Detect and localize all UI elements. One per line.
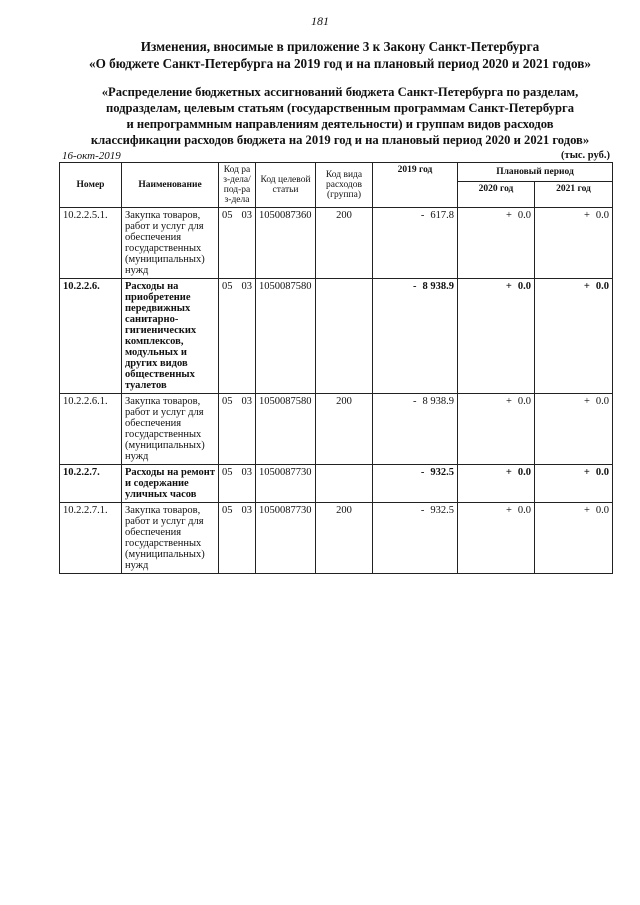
sign-2019: -: [420, 505, 425, 516]
row-2019-value: [373, 279, 458, 394]
row-section-code: [219, 394, 256, 465]
subtitle-line-1: «Распределение бюджетных ассигнований бюджета Санкт-Петербурга по разделам,: [101, 85, 579, 99]
title-line-1: Изменения, вносимые в приложение 3 к Закону Санкт-Петербурга: [140, 39, 540, 54]
sign-2021: +: [583, 210, 590, 221]
section-code: 05: [222, 396, 233, 407]
row-name: Расходы на приобретение передвижных санитарно-гигиенических комплексов, модульных и других видов общественных туалетов: [122, 279, 219, 394]
col-section-header: Код раз-дела/ под-раз-дела: [219, 163, 256, 208]
row-expense-type: [316, 279, 373, 394]
subsection-code: 03: [241, 281, 252, 292]
section-code: 05: [222, 505, 233, 516]
sign-2020: +: [505, 210, 512, 221]
row-name: Закупка товаров, работ и услуг для обеспечения государственных (муниципальных) нужд: [122, 208, 219, 279]
sign-2020: +: [505, 467, 512, 478]
row-number: 10.2.2.6.1.: [60, 394, 122, 465]
table-row: [60, 208, 613, 279]
table-row: [60, 503, 613, 574]
subsection-code: 03: [241, 210, 252, 221]
row-2020-value: [458, 279, 535, 394]
value-2019: 8 938.9: [422, 281, 454, 292]
col-planned-header: Плановый период: [458, 163, 613, 182]
value-2019: 617.8: [430, 210, 454, 221]
row-number: 10.2.2.7.: [60, 465, 122, 503]
row-target-code: 1050087730: [256, 503, 316, 574]
col-expense-type-header: Код вида расходов (группа): [316, 163, 373, 208]
value-2021: 0.0: [595, 467, 609, 478]
value-2021: 0.0: [595, 505, 609, 516]
row-target-code: 1050087580: [256, 394, 316, 465]
sign-2019: -: [413, 281, 417, 292]
section-code: 05: [222, 210, 233, 221]
col-2021-header: 2021 год: [535, 182, 613, 208]
subsection-code: 03: [241, 505, 252, 516]
subsection-code: 03: [241, 396, 252, 407]
row-2020-value: [458, 465, 535, 503]
col-name-header: Наименование: [122, 163, 219, 208]
value-2020: 0.0: [517, 467, 531, 478]
col-2020-header: 2020 год: [458, 182, 535, 208]
row-2021-value: [535, 208, 613, 279]
row-section-code: [219, 279, 256, 394]
table-row: [60, 465, 613, 503]
value-2019: 932.5: [430, 505, 454, 516]
col-number-header: Номер: [60, 163, 122, 208]
row-expense-type: 200: [316, 394, 373, 465]
col-2019-header: 2019 год: [373, 163, 458, 208]
row-target-code: 1050087580: [256, 279, 316, 394]
value-2020: 0.0: [517, 210, 531, 221]
value-2019: 8 938.9: [422, 396, 454, 407]
row-2020-value: [458, 503, 535, 574]
value-2021: 0.0: [595, 210, 609, 221]
sign-2019: -: [420, 210, 425, 221]
row-2021-value: [535, 394, 613, 465]
budget-table: [59, 162, 613, 574]
sign-2020: +: [505, 505, 512, 516]
sign-2020: +: [505, 396, 512, 407]
units-label: (тыс. руб.): [561, 150, 610, 161]
row-expense-type: 200: [316, 208, 373, 279]
row-2019-value: [373, 208, 458, 279]
row-2020-value: [458, 208, 535, 279]
row-target-code: 1050087360: [256, 208, 316, 279]
sign-2019: -: [420, 467, 425, 478]
row-section-code: [219, 208, 256, 279]
subtitle-line-4: классификации расходов бюджета на 2019 год и на плановый период 2020 и 2021 годов»: [90, 133, 590, 147]
row-expense-type: 200: [316, 503, 373, 574]
row-number: 10.2.2.5.1.: [60, 208, 122, 279]
title-line-2: «О бюджете Санкт-Петербурга на 2019 год и на плановый период 2020 и 2021 годов»: [89, 56, 591, 71]
row-2021-value: [535, 503, 613, 574]
value-2019: 932.5: [430, 467, 454, 478]
value-2021: 0.0: [595, 281, 609, 292]
value-2020: 0.0: [517, 505, 531, 516]
sign-2019: -: [413, 396, 417, 407]
value-2021: 0.0: [595, 396, 609, 407]
sign-2020: +: [505, 281, 512, 292]
sign-2021: +: [583, 396, 590, 407]
section-code: 05: [222, 467, 233, 478]
row-name: Расходы на ремонт и содержание уличных часов: [122, 465, 219, 503]
col-target-header: Код целевой статьи: [256, 163, 316, 208]
value-2020: 0.0: [517, 396, 531, 407]
row-section-code: [219, 503, 256, 574]
table-row: [60, 279, 613, 394]
sign-2021: +: [583, 467, 590, 478]
document-date: 16-окт-2019: [62, 150, 121, 162]
row-number: 10.2.2.7.1.: [60, 503, 122, 574]
row-number: 10.2.2.6.: [60, 279, 122, 394]
sign-2021: +: [583, 505, 590, 516]
row-2019-value: [373, 394, 458, 465]
row-2019-value: [373, 465, 458, 503]
row-expense-type: [316, 465, 373, 503]
subtitle-line-3: и непрограммным направлениям деятельности) и группам видов расходов: [126, 117, 554, 131]
row-2021-value: [535, 279, 613, 394]
row-target-code: 1050087730: [256, 465, 316, 503]
subtitle-line-2: подразделам, целевым статьям (государственным программам Санкт-Петербурга: [105, 101, 575, 115]
row-name: Закупка товаров, работ и услуг для обеспечения государственных (муниципальных) нужд: [122, 394, 219, 465]
row-2021-value: [535, 465, 613, 503]
subsection-code: 03: [241, 467, 252, 478]
row-name: Закупка товаров, работ и услуг для обеспечения государственных (муниципальных) нужд: [122, 503, 219, 574]
section-code: 05: [222, 281, 233, 292]
row-section-code: [219, 465, 256, 503]
page-number: 181: [311, 14, 329, 28]
table-row: [60, 394, 613, 465]
value-2020: 0.0: [517, 281, 531, 292]
row-2019-value: [373, 503, 458, 574]
sign-2021: +: [583, 281, 590, 292]
row-2020-value: [458, 394, 535, 465]
